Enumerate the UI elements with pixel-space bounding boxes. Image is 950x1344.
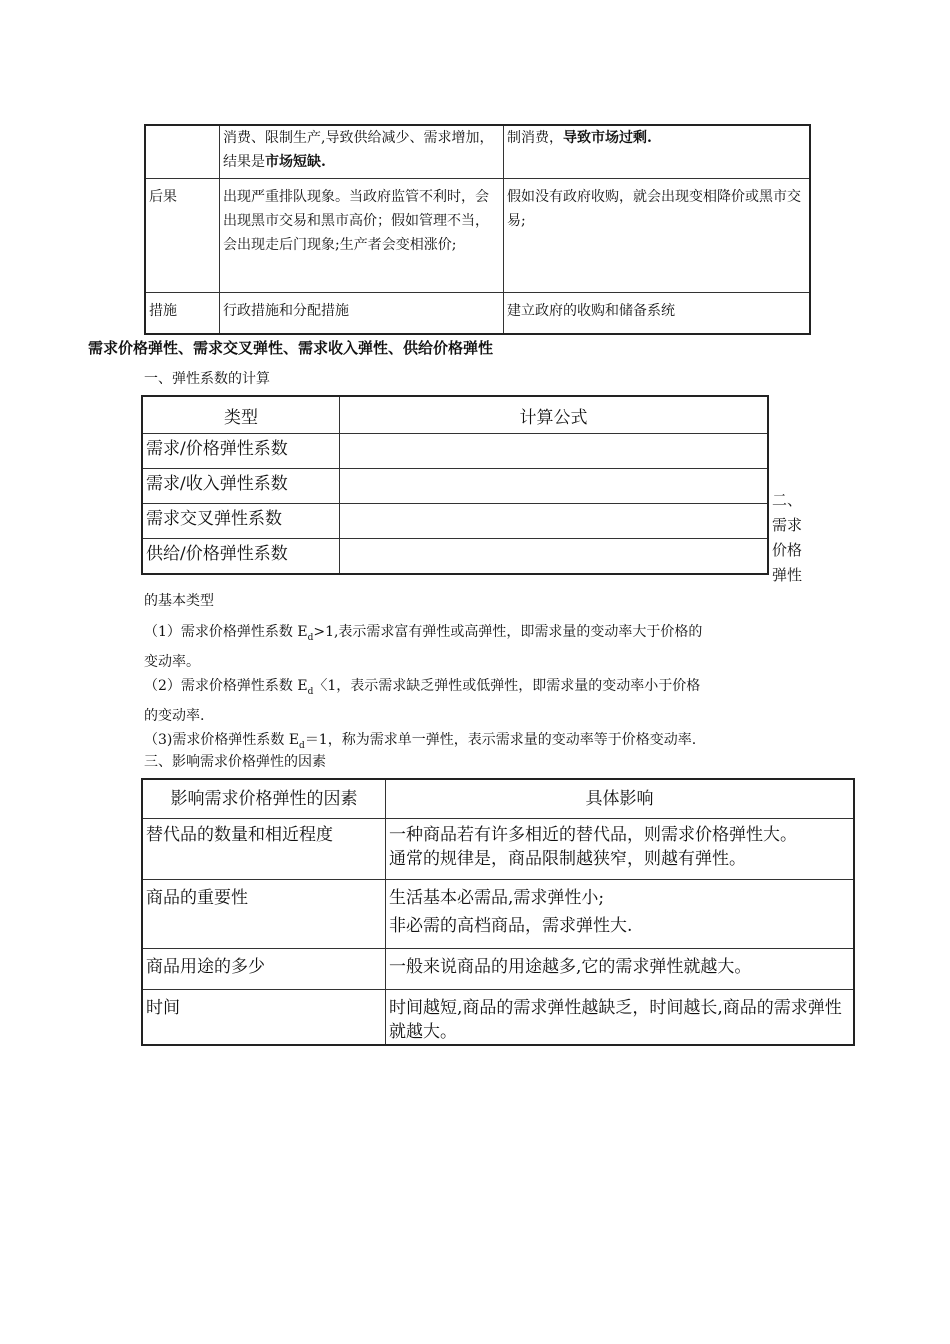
table-header-row <box>142 396 768 434</box>
table-header: 类型 <box>142 396 340 434</box>
table-cell-empty <box>340 504 769 539</box>
table-row <box>145 179 810 293</box>
elasticity-types-list <box>144 620 814 757</box>
table-cell-empty <box>340 539 769 575</box>
table-cell: 供给/价格弹性系数 <box>142 539 340 575</box>
table-cell: 需求交叉弹性系数 <box>142 504 340 539</box>
list-item-cont: 的变动率. <box>144 707 205 724</box>
table-cell: 时间 <box>142 990 386 1046</box>
table-price-control-consequences <box>144 124 811 335</box>
table-row <box>142 469 768 504</box>
table-cell: 生活基本必需品,需求弹性小; 非必需的高档商品，需求弹性大. <box>386 880 855 949</box>
section-title-2-tail: 的基本类型 <box>144 593 214 609</box>
table-cell: 消费、限制生产,导致供给减少、需求增加，结果是市场短缺. <box>220 125 504 179</box>
table-row <box>142 819 854 880</box>
table-cell: 建立政府的收购和储备系统 <box>504 293 811 335</box>
table-cell: 制消费，导致市场过剩. <box>504 125 811 179</box>
table-cell-empty <box>340 469 769 504</box>
list-item: （3)需求价格弹性系数 $E_d=1$，称为需求单一弹性，表示需求量的变动率等于价格变动率. <box>144 731 697 751</box>
table-elasticity-formulas <box>141 395 769 575</box>
table-cell: 商品的重要性 <box>142 880 386 949</box>
table-cell-label: 措施 <box>145 293 220 335</box>
table-row <box>142 949 854 990</box>
table-cell: 商品用途的多少 <box>142 949 386 990</box>
table-header: 影响需求价格弹性的因素 <box>142 779 386 819</box>
table-row <box>142 434 768 469</box>
emphasis-text: 市场短缺. <box>265 154 326 170</box>
section-title-3: 三、影响需求价格弹性的因素 <box>144 754 326 770</box>
table-cell: 时间越短,商品的需求弹性越缺乏，时间越长,商品的需求弹性就越大。 <box>386 990 855 1046</box>
table-cell: 一种商品若有许多相近的替代品，则需求价格弹性大。 通常的规律是，商品限制越狭窄，则越有弹性。 <box>386 819 855 880</box>
table-cell-label <box>145 125 220 179</box>
table-header: 具体影响 <box>386 779 855 819</box>
section-title-1: 一、弹性系数的计算 <box>144 371 270 387</box>
section-title-2-wrapped: 二、 需求 价格 弹性 <box>772 491 803 584</box>
table-row <box>142 504 768 539</box>
table-cell: 替代品的数量和相近程度 <box>142 819 386 880</box>
table-elasticity-factors <box>141 778 855 1046</box>
table-cell: 假如没有政府收购，就会出现变相降价或黑市交易; <box>504 179 811 293</box>
table-header-row <box>142 779 854 819</box>
table-row <box>145 125 810 179</box>
list-item: （2）需求价格弹性系数 $E_d$〈1，表示需求缺乏弹性或低弹性，即需求量的变动率小于价格 <box>144 677 701 697</box>
emphasis-text: 导致市场过剩. <box>563 130 652 146</box>
table-cell: 需求/收入弹性系数 <box>142 469 340 504</box>
table-row <box>142 539 768 575</box>
table-header: 计算公式 <box>340 396 769 434</box>
table-cell: 需求/价格弹性系数 <box>142 434 340 469</box>
list-item-cont: 变动率。 <box>144 653 200 670</box>
table-cell-label: 后果 <box>145 179 220 293</box>
list-item: （1）需求价格弹性系数 $E_d>1$,表示需求富有弹性或高弹性，即需求量的变动率大于价格的 <box>144 624 703 643</box>
section-heading: 需求价格弹性、需求交叉弹性、需求收入弹性、供给价格弹性 <box>88 339 494 357</box>
table-cell: 行政措施和分配措施 <box>220 293 504 335</box>
table-row <box>142 990 854 1046</box>
table-cell: 出现严重排队现象。当政府监管不利时，会出现黑市交易和黑市高价；假如管理不当，会出现走后门现象;生产者会变相涨价; <box>220 179 504 293</box>
table-cell: 一般来说商品的用途越多,它的需求弹性就越大。 <box>386 949 855 990</box>
table-cell-empty <box>340 434 769 469</box>
table-row <box>142 880 854 949</box>
table-row <box>145 293 810 335</box>
